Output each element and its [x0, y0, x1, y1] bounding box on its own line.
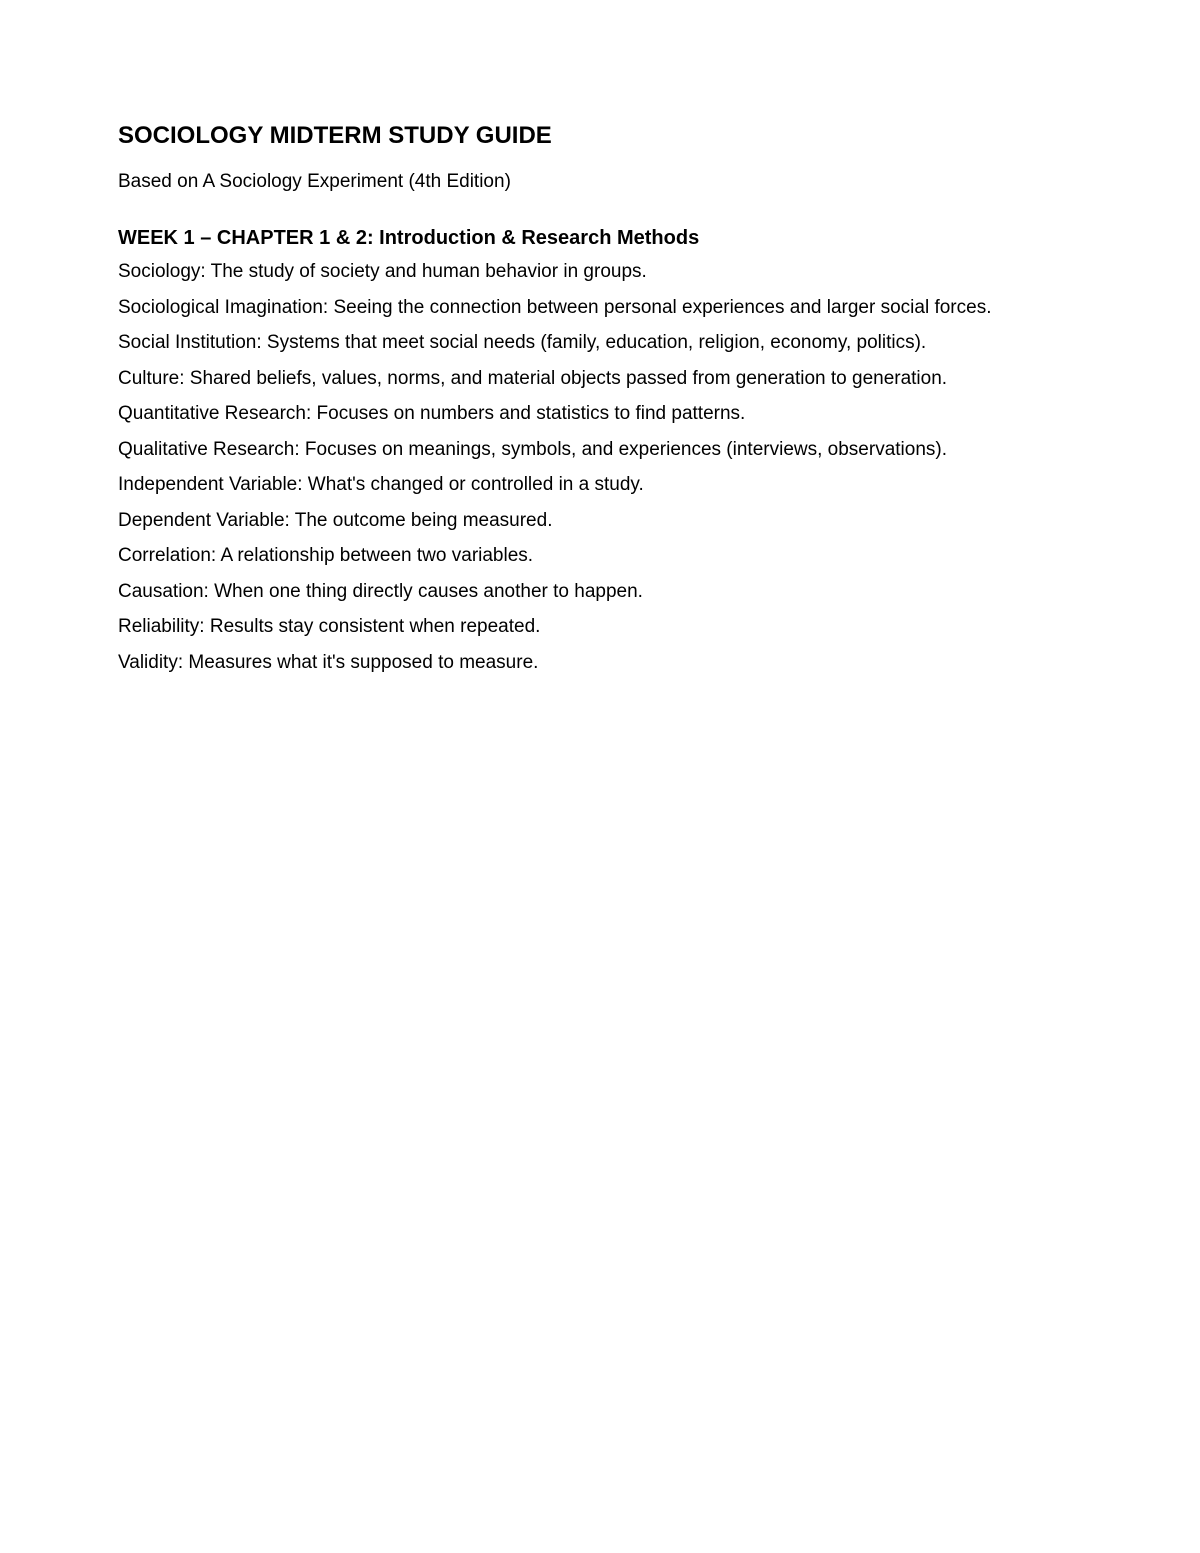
term-item: Causation: When one thing directly causes another to happen.: [118, 580, 643, 602]
term-item: Qualitative Research: Focuses on meanings, symbols, and experiences (interviews, observations).: [118, 438, 947, 460]
term-item: Sociology: The study of society and human behavior in groups.: [118, 261, 647, 282]
term-item: Reliability: Results stay consistent when repeated.: [118, 616, 541, 637]
term-item: Sociological Imagination: Seeing the connection between personal experiences and larger social forces.: [118, 296, 992, 318]
section-heading: WEEK 1 – CHAPTER 1 & 2: Introduction & Research Methods: [118, 227, 700, 249]
term-item: Independent Variable: What's changed or controlled in a study.: [118, 474, 644, 495]
term-item: Social Institution: Systems that meet social needs (family, education, religion, economy, politics).: [118, 332, 927, 353]
term-item: Culture: Shared beliefs, values, norms, and material objects passed from generation to generation.: [118, 367, 948, 389]
document-subtitle: Based on A Sociology Experiment (4th Edition): [118, 171, 511, 192]
term-item: Correlation: A relationship between two variables.: [118, 545, 534, 566]
term-item: Validity: Measures what it's supposed to measure.: [118, 651, 539, 673]
term-item: Quantitative Research: Focuses on numbers and statistics to find patterns.: [118, 403, 746, 424]
term-item: Dependent Variable: The outcome being measured.: [118, 509, 553, 531]
term-list: [118, 258, 1078, 677]
document-content: [118, 118, 1078, 684]
document-title: SOCIOLOGY MIDTERM STUDY GUIDE: [118, 122, 552, 149]
